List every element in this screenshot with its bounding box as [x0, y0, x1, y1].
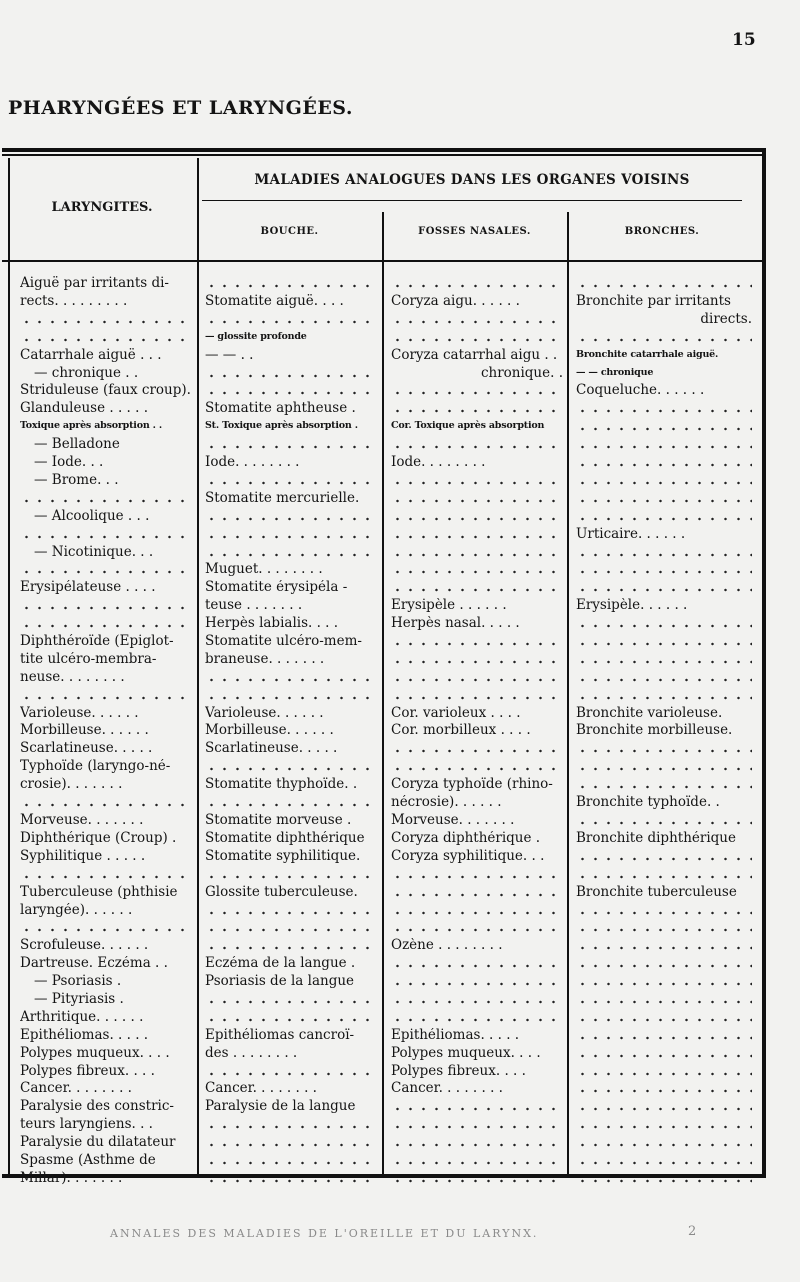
bouche-row-leader-dots: [205, 694, 377, 702]
bronches-row-leader-dots: [576, 694, 752, 702]
bronches-row-leader-dots: [576, 676, 752, 684]
bouche-row-leader-dots: [205, 282, 377, 290]
laryngite-row-leader-dots: [20, 568, 192, 576]
laryngite-row: — Psoriasis .: [34, 974, 122, 989]
laryngite-row: Glanduleuse . . . . .: [20, 401, 149, 416]
bouche-row: Psoriasis de la langue: [205, 974, 355, 989]
fosses-nasales-row: chronique. .: [480, 366, 563, 381]
bronches-row-leader-dots: [576, 622, 752, 630]
bouche-row-leader-dots: [205, 533, 377, 541]
bouche-row-leader-dots: [205, 909, 377, 917]
laryngite-row: Millar). . . . . . .: [20, 1171, 123, 1186]
fosses-nasales-row-leader-dots: [391, 873, 563, 881]
bronches-row-leader-dots: [576, 1105, 752, 1113]
fosses-nasales-row-leader-dots: [391, 980, 563, 988]
bouche-row: Stomatite morveuse .: [205, 813, 352, 828]
fosses-nasales-row-leader-dots: [391, 1159, 563, 1167]
bouche-row-leader-dots: [205, 1070, 377, 1078]
bouche-row-leader-dots: [205, 926, 377, 934]
fosses-nasales-row: Cancer. . . . . . . .: [391, 1081, 503, 1096]
laryngite-row: Varioleuse. . . . . .: [20, 706, 139, 721]
laryngite-row: Scarlatineuse. . . . .: [20, 741, 153, 756]
bouche-row: Herpès labialis. . . .: [205, 616, 339, 631]
laryngite-row: Dartreuse. Eczéma . .: [20, 956, 168, 971]
column-rule-left: [8, 158, 10, 1178]
fosses-nasales-row: Polypes muqueux. . . .: [391, 1046, 541, 1061]
bouche-row: Stomatite aphtheuse .: [205, 401, 356, 416]
fosses-nasales-row-leader-dots: [391, 336, 563, 344]
bouche-row: Morbilleuse. . . . . .: [205, 723, 334, 738]
fosses-nasales-row-leader-dots: [391, 318, 563, 326]
laryngite-row: — Belladone: [34, 437, 120, 452]
fosses-nasales-row-leader-dots: [391, 389, 563, 397]
bouche-row-leader-dots: [205, 801, 377, 809]
bronches-row-leader-dots: [576, 497, 752, 505]
bronches-row-leader-dots: [576, 640, 752, 648]
laryngite-row: Paralysie des constric-: [20, 1099, 174, 1114]
bronches-row: — — chronique: [576, 367, 654, 378]
fosses-nasales-row: Coryza diphthérique .: [391, 831, 541, 846]
fosses-nasales-row-leader-dots: [391, 998, 563, 1006]
bronches-row-leader-dots: [576, 1034, 752, 1042]
section-title: PHARYNGÉES ET LARYNGÉES.: [8, 97, 353, 119]
fosses-nasales-row-leader-dots: [391, 407, 563, 415]
fosses-nasales-row: Coryza syphilitique. . .: [391, 849, 545, 864]
bronches-row-leader-dots: [576, 568, 752, 576]
bronches-row: directs.: [700, 312, 752, 327]
bouche-row-leader-dots: [205, 551, 377, 559]
fosses-nasales-row-leader-dots: [391, 1016, 563, 1024]
column-rule-1: [197, 158, 199, 1178]
subheader-fosses-nasales: FOSSES NASALES.: [418, 226, 531, 237]
fosses-nasales-row-leader-dots: [391, 551, 563, 559]
fosses-nasales-row-leader-dots: [391, 962, 563, 970]
laryngite-row-leader-dots: [20, 622, 192, 630]
bronches-row-leader-dots: [576, 944, 752, 952]
bouche-row: Stomatite érysipéla -: [205, 580, 348, 595]
bronches-row: Bronchite tuberculeuse: [576, 885, 737, 900]
bronches-row: Bronchite morbilleuse.: [576, 723, 733, 738]
bronches-row-leader-dots: [576, 479, 752, 487]
fosses-nasales-row: Epithéliomas. . . . .: [391, 1028, 520, 1043]
laryngite-row: — Iode. . .: [34, 455, 104, 470]
laryngite-row: — Nicotinique. . .: [34, 545, 154, 560]
bouche-row-leader-dots: [205, 443, 377, 451]
bronches-row-leader-dots: [576, 747, 752, 755]
fosses-nasales-row: Coryza catarrhal aigu . .: [391, 348, 558, 363]
header-main: MALADIES ANALOGUES DANS LES ORGANES VOISINS: [254, 172, 690, 188]
page-number: 15: [732, 30, 756, 50]
bronches-row-leader-dots: [576, 282, 752, 290]
fosses-nasales-row-leader-dots: [391, 658, 563, 666]
bouche-row: — — . .: [205, 348, 254, 363]
classification-table: [2, 148, 766, 1186]
fosses-nasales-row: Coryza typhoïde (rhino-: [391, 777, 553, 792]
bronches-row-leader-dots: [576, 425, 752, 433]
bouche-row: Stomatite mercurielle.: [205, 491, 360, 506]
bouche-row-leader-dots: [205, 1177, 377, 1185]
laryngite-row: rects. . . . . . . . .: [20, 294, 128, 309]
running-footer: ANNALES DES MALADIES DE L'OREILLE ET DU LARYNX.: [110, 1227, 539, 1240]
bouche-row: Stomatite aiguë. . . .: [205, 294, 344, 309]
bouche-row-leader-dots: [205, 372, 377, 380]
header-rule-top: [2, 154, 762, 156]
bouche-row-leader-dots: [205, 1123, 377, 1131]
bouche-row-leader-dots: [205, 1141, 377, 1149]
bronches-row-leader-dots: [576, 1052, 752, 1060]
bouche-row: Scarlatineuse. . . . .: [205, 741, 338, 756]
bronches-row: Bronchite typhoïde. .: [576, 795, 720, 810]
laryngite-row: Epithéliomas. . . . .: [20, 1028, 149, 1043]
bronches-row-leader-dots: [576, 819, 752, 827]
laryngite-row: Typhoïde (laryngo-né-: [20, 759, 171, 774]
laryngite-row: Scrofuleuse. . . . . .: [20, 938, 149, 953]
fosses-nasales-row-leader-dots: [391, 926, 563, 934]
laryngite-row-leader-dots: [20, 801, 192, 809]
bouche-row-leader-dots: [205, 1016, 377, 1024]
laryngite-row: Morveuse. . . . . . .: [20, 813, 144, 828]
laryngite-row-leader-dots: [20, 318, 192, 326]
laryngite-row-leader-dots: [20, 873, 192, 881]
laryngite-row: — chronique . .: [34, 366, 139, 381]
bronches-row: Bronchite par irritants: [576, 294, 731, 309]
bouche-row-leader-dots: [205, 873, 377, 881]
bronches-row: Érysipèle. . . . . .: [576, 598, 688, 613]
fosses-nasales-row-leader-dots: [391, 1177, 563, 1185]
fosses-nasales-row-leader-dots: [391, 568, 563, 576]
bouche-row-leader-dots: [205, 318, 377, 326]
signature-number: 2: [688, 1224, 697, 1239]
bouche-row: teuse . . . . . . .: [205, 598, 303, 613]
laryngite-row: Spasme (Asthme de: [20, 1153, 156, 1168]
bronches-row-leader-dots: [576, 1141, 752, 1149]
fosses-nasales-row: Polypes fibreux. . . .: [391, 1064, 526, 1079]
fosses-nasales-row-leader-dots: [391, 497, 563, 505]
bronches-row-leader-dots: [576, 1016, 752, 1024]
column-rule-2: [382, 212, 384, 1178]
laryngite-row: Polypes fibreux. . . .: [20, 1064, 155, 1079]
laryngite-row: laryngée). . . . . .: [20, 903, 133, 918]
fosses-nasales-row-leader-dots: [391, 282, 563, 290]
laryngite-row: Cancer. . . . . . . .: [20, 1081, 132, 1096]
bouche-row-leader-dots: [205, 765, 377, 773]
bouche-row: Stomatite diphthérique: [205, 831, 365, 846]
laryngite-row-leader-dots: [20, 336, 192, 344]
bronches-row-leader-dots: [576, 1159, 752, 1167]
laryngite-row: Morbilleuse. . . . . .: [20, 723, 149, 738]
bronches-row: Urticaire. . . . . .: [576, 527, 686, 542]
bronches-row-leader-dots: [576, 551, 752, 559]
laryngite-row: crosie). . . . . . .: [20, 777, 123, 792]
bouche-row: des . . . . . . . .: [205, 1046, 298, 1061]
bouche-row: Eczéma de la langue .: [205, 956, 356, 971]
laryngite-row: Striduleuse (faux croup).: [20, 383, 191, 398]
bronches-row-leader-dots: [576, 336, 752, 344]
laryngite-row: Erysipélateuse . . . .: [20, 580, 156, 595]
bouche-row: Stomatite thyphoïde. .: [205, 777, 358, 792]
bronches-row-leader-dots: [576, 1123, 752, 1131]
bouche-row: Stomatite ulcéro-mem-: [205, 634, 362, 649]
bouche-row: Cancer. . . . . . . .: [205, 1081, 317, 1096]
fosses-nasales-row-leader-dots: [391, 765, 563, 773]
fosses-nasales-row: nécrosie). . . . . .: [391, 795, 502, 810]
bouche-row: St. Toxique après absorption .: [205, 420, 358, 431]
fosses-nasales-row: Ozène . . . . . . . .: [391, 938, 503, 953]
laryngite-row: teurs laryngiens. . .: [20, 1117, 153, 1132]
fosses-nasales-row: Cor. Toxique après absorption: [391, 420, 545, 431]
bronches-row: Bronchite diphthérique: [576, 831, 736, 846]
bronches-row-leader-dots: [576, 962, 752, 970]
fosses-nasales-row-leader-dots: [391, 640, 563, 648]
bronches-row-leader-dots: [576, 407, 752, 415]
bronches-row-leader-dots: [576, 855, 752, 863]
fosses-nasales-row-leader-dots: [391, 515, 563, 523]
fosses-nasales-row-leader-dots: [391, 586, 563, 594]
laryngite-row: Diphthérique (Croup) .: [20, 831, 177, 846]
fosses-nasales-row-leader-dots: [391, 891, 563, 899]
bouche-row: Iode. . . . . . . .: [205, 455, 300, 470]
fosses-nasales-row: Érysipèle . . . . . .: [391, 598, 507, 613]
fosses-nasales-row: Herpès nasal. . . . .: [391, 616, 520, 631]
bronches-row-leader-dots: [576, 461, 752, 469]
bronches-row: Coqueluche. . . . . .: [576, 383, 705, 398]
laryngite-row: Tuberculeuse (phthisie: [20, 885, 178, 900]
bronches-row: Bronchite varioleuse.: [576, 706, 723, 721]
laryngite-row-leader-dots: [20, 533, 192, 541]
fosses-nasales-row: Iode. . . . . . . .: [391, 455, 486, 470]
fosses-nasales-row-leader-dots: [391, 747, 563, 755]
laryngite-row: Paralysie du dilatateur: [20, 1135, 176, 1150]
bouche-row: Varioleuse. . . . . .: [205, 706, 324, 721]
bouche-row-leader-dots: [205, 1159, 377, 1167]
bouche-row-leader-dots: [205, 998, 377, 1006]
laryngite-row: — Brome. . .: [34, 473, 119, 488]
laryngite-row-leader-dots: [20, 926, 192, 934]
bronches-row-leader-dots: [576, 515, 752, 523]
fosses-nasales-row-leader-dots: [391, 1141, 563, 1149]
bronches-row-leader-dots: [576, 783, 752, 791]
header-rule-middle: [202, 200, 742, 201]
laryngite-row: neuse. . . . . . . .: [20, 670, 125, 685]
laryngite-row: tite ulcéro-membra-: [20, 652, 157, 667]
laryngite-row: Diphthéroïde (Épiglot-: [20, 634, 174, 649]
fosses-nasales-row-leader-dots: [391, 694, 563, 702]
laryngite-row-leader-dots: [20, 694, 192, 702]
column-rule-3: [567, 212, 569, 1178]
bronches-row-leader-dots: [576, 909, 752, 917]
bouche-row: Paralysie de la langue: [205, 1099, 356, 1114]
laryngite-row-leader-dots: [20, 497, 192, 505]
laryngite-row: Catarrhale aiguë . . .: [20, 348, 162, 363]
bronches-row-leader-dots: [576, 658, 752, 666]
subheader-bronches: BRONCHES.: [624, 226, 700, 237]
laryngite-row: Arthritique. . . . . .: [20, 1010, 144, 1025]
bronches-row-leader-dots: [576, 998, 752, 1006]
fosses-nasales-row-leader-dots: [391, 1123, 563, 1131]
fosses-nasales-row-leader-dots: [391, 443, 563, 451]
bouche-row-leader-dots: [205, 479, 377, 487]
bouche-row: Muguet. . . . . . . .: [205, 562, 323, 577]
fosses-nasales-row: Cor. morbilleux . . . .: [391, 723, 531, 738]
bouche-row-leader-dots: [205, 676, 377, 684]
fosses-nasales-row-leader-dots: [391, 676, 563, 684]
laryngite-row: — Pityriasis .: [34, 992, 124, 1007]
bouche-row-leader-dots: [205, 389, 377, 397]
bronches-row-leader-dots: [576, 926, 752, 934]
bronches-row: Bronchite catarrhale aiguë.: [576, 349, 719, 360]
bronches-row-leader-dots: [576, 1177, 752, 1185]
laryngite-row: Aiguë par irritants di-: [20, 276, 169, 291]
bouche-row-leader-dots: [205, 944, 377, 952]
laryngite-row-leader-dots: [20, 604, 192, 612]
bouche-row: braneuse. . . . . . .: [205, 652, 325, 667]
bouche-row: — glossite profonde: [205, 331, 307, 342]
fosses-nasales-row: Coryza aigu. . . . . .: [391, 294, 520, 309]
header-laryngites: LARYNGITES.: [51, 200, 153, 215]
bronches-row-leader-dots: [576, 443, 752, 451]
laryngite-row: Syphilitique . . . . .: [20, 849, 146, 864]
laryngite-row: — Alcoolique . . .: [34, 509, 150, 524]
subheader-bouche: BOUCHE.: [260, 226, 319, 237]
laryngite-row: Toxique après absorption . .: [20, 420, 162, 431]
fosses-nasales-row: Morveuse. . . . . . .: [391, 813, 515, 828]
fosses-nasales-row-leader-dots: [391, 533, 563, 541]
fosses-nasales-row-leader-dots: [391, 909, 563, 917]
bronches-row-leader-dots: [576, 765, 752, 773]
bronches-row-leader-dots: [576, 586, 752, 594]
bronches-row-leader-dots: [576, 980, 752, 988]
bronches-row-leader-dots: [576, 1070, 752, 1078]
bronches-row-leader-dots: [576, 1087, 752, 1095]
bouche-row-leader-dots: [205, 515, 377, 523]
fosses-nasales-row: Cor. varioleux . . . .: [391, 706, 521, 721]
laryngite-row: Polypes muqueux. . . .: [20, 1046, 170, 1061]
fosses-nasales-row-leader-dots: [391, 479, 563, 487]
bouche-row: Epithéliomas cancroï-: [205, 1028, 355, 1043]
fosses-nasales-row-leader-dots: [391, 1105, 563, 1113]
bouche-row: Stomatite syphilitique.: [205, 849, 361, 864]
bronches-row-leader-dots: [576, 873, 752, 881]
bouche-row: Glossite tuberculeuse.: [205, 885, 358, 900]
